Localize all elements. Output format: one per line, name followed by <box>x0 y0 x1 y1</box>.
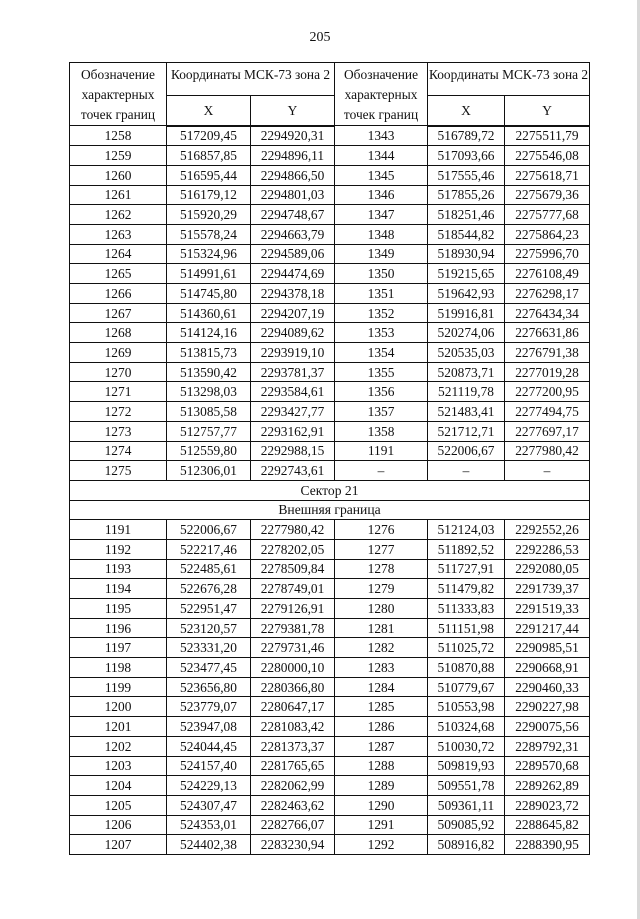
cell-y-left: 2282766,07 <box>251 815 335 835</box>
cell-y-right: 2275618,71 <box>505 165 590 185</box>
cell-point-right: 1191 <box>335 441 428 461</box>
cell-x-left: 517209,45 <box>167 126 251 146</box>
cell-point-right: 1350 <box>335 264 428 284</box>
cell-x-right: 521712,71 <box>428 421 505 441</box>
cell-x-left: 516179,12 <box>167 185 251 205</box>
cell-x-left: 514360,61 <box>167 303 251 323</box>
table-row <box>70 421 590 441</box>
cell-point-right: 1292 <box>335 835 428 855</box>
table-row <box>70 559 590 579</box>
cell-x-right: 520535,03 <box>428 343 505 363</box>
cell-y-right: 2290227,98 <box>505 697 590 717</box>
cell-point-left: 1274 <box>70 441 167 461</box>
table-row <box>70 205 590 225</box>
cell-x-right: 520274,06 <box>428 323 505 343</box>
cell-point-right: 1289 <box>335 776 428 796</box>
table-row <box>70 303 590 323</box>
cell-point-left: 1266 <box>70 284 167 304</box>
cell-y-right: 2291739,37 <box>505 579 590 599</box>
cell-point-left: 1206 <box>70 815 167 835</box>
cell-x-right: 511151,98 <box>428 618 505 638</box>
cell-point-right: 1290 <box>335 795 428 815</box>
cell-x-right: 509819,93 <box>428 756 505 776</box>
cell-y-left: 2279731,46 <box>251 638 335 658</box>
cell-x-left: 524353,01 <box>167 815 251 835</box>
cell-y-right: 2290460,33 <box>505 677 590 697</box>
header-coords-right: Координаты МСК-73 зона 2 <box>428 63 590 96</box>
cell-y-right: 2276791,38 <box>505 343 590 363</box>
cell-y-left: 2294866,50 <box>251 165 335 185</box>
cell-point-left: 1205 <box>70 795 167 815</box>
cell-x-left: 512306,01 <box>167 461 251 481</box>
cell-y-right: 2276434,34 <box>505 303 590 323</box>
cell-point-left: 1195 <box>70 599 167 619</box>
cell-y-left: 2294474,69 <box>251 264 335 284</box>
table-row <box>70 599 590 619</box>
cell-y-left: 2281765,65 <box>251 756 335 776</box>
cell-y-left: 2292988,15 <box>251 441 335 461</box>
cell-point-right: 1282 <box>335 638 428 658</box>
table-row <box>70 224 590 244</box>
cell-point-left: 1258 <box>70 126 167 146</box>
cell-point-left: 1196 <box>70 618 167 638</box>
cell-y-right: 2275996,70 <box>505 244 590 264</box>
cell-x-right: 518251,46 <box>428 205 505 225</box>
table-row <box>70 244 590 264</box>
cell-point-left: 1268 <box>70 323 167 343</box>
cell-x-right: 510030,72 <box>428 736 505 756</box>
cell-point-right: 1354 <box>335 343 428 363</box>
cell-x-right: 508916,82 <box>428 835 505 855</box>
cell-x-right: 519642,93 <box>428 284 505 304</box>
table-row <box>70 343 590 363</box>
cell-y-right: 2288645,82 <box>505 815 590 835</box>
cell-point-left: 1264 <box>70 244 167 264</box>
cell-y-left: 2294663,79 <box>251 224 335 244</box>
cell-x-right: 509085,92 <box>428 815 505 835</box>
cell-y-right: 2290985,51 <box>505 638 590 658</box>
cell-y-right: 2277200,95 <box>505 382 590 402</box>
cell-x-left: 522006,67 <box>167 520 251 540</box>
cell-y-right: 2277494,75 <box>505 402 590 422</box>
cell-x-left: 524157,40 <box>167 756 251 776</box>
cell-x-right: 511892,52 <box>428 539 505 559</box>
cell-x-left: 522217,46 <box>167 539 251 559</box>
cell-x-right: 517093,66 <box>428 146 505 166</box>
header-y-left: Y <box>251 96 335 126</box>
cell-y-right: 2276298,17 <box>505 284 590 304</box>
table-row <box>70 776 590 796</box>
cell-x-right: 512124,03 <box>428 520 505 540</box>
table-row <box>70 736 590 756</box>
cell-point-right: 1286 <box>335 717 428 737</box>
cell-x-left: 513298,03 <box>167 382 251 402</box>
cell-x-left: 514124,16 <box>167 323 251 343</box>
table-row <box>70 579 590 599</box>
cell-y-left: 2293427,77 <box>251 402 335 422</box>
cell-x-left: 513590,42 <box>167 362 251 382</box>
cell-x-left: 523120,57 <box>167 618 251 638</box>
cell-x-right: 510553,98 <box>428 697 505 717</box>
cell-point-right: 1276 <box>335 520 428 540</box>
cell-point-right: 1280 <box>335 599 428 619</box>
cell-x-right: 511333,83 <box>428 599 505 619</box>
table-row <box>70 441 590 461</box>
cell-point-left: 1269 <box>70 343 167 363</box>
cell-x-left: 514991,61 <box>167 264 251 284</box>
cell-point-left: 1191 <box>70 520 167 540</box>
cell-y-right: 2290075,56 <box>505 717 590 737</box>
cell-x-left: 514745,80 <box>167 284 251 304</box>
cell-point-left: 1267 <box>70 303 167 323</box>
table-row <box>70 815 590 835</box>
table-row <box>70 461 590 481</box>
boundary-title: Внешняя граница <box>70 500 590 520</box>
table-row <box>70 323 590 343</box>
cell-y-right: 2277980,42 <box>505 441 590 461</box>
table-row <box>70 146 590 166</box>
cell-x-right: 519916,81 <box>428 303 505 323</box>
cell-point-left: 1202 <box>70 736 167 756</box>
cell-point-left: 1200 <box>70 697 167 717</box>
cell-point-right: 1357 <box>335 402 428 422</box>
cell-point-left: 1201 <box>70 717 167 737</box>
cell-point-left: 1203 <box>70 756 167 776</box>
cell-y-left: 2280647,17 <box>251 697 335 717</box>
cell-point-left: 1270 <box>70 362 167 382</box>
cell-y-right: 2275511,79 <box>505 126 590 146</box>
cell-x-left: 515920,29 <box>167 205 251 225</box>
cell-point-right: 1351 <box>335 284 428 304</box>
cell-point-left: 1263 <box>70 224 167 244</box>
table-row <box>70 658 590 678</box>
table-header <box>70 63 590 126</box>
cell-y-left: 2279126,91 <box>251 599 335 619</box>
cell-y-left: 2283230,94 <box>251 835 335 855</box>
cell-x-right: 517555,46 <box>428 165 505 185</box>
cell-x-right: 522006,67 <box>428 441 505 461</box>
cell-y-right: 2291519,33 <box>505 599 590 619</box>
table-row <box>70 717 590 737</box>
cell-point-left: 1260 <box>70 165 167 185</box>
cell-x-left: 523947,08 <box>167 717 251 737</box>
table-row <box>70 284 590 304</box>
table-row <box>70 756 590 776</box>
cell-y-left: 2294801,03 <box>251 185 335 205</box>
cell-point-left: 1192 <box>70 539 167 559</box>
cell-y-right: 2292080,05 <box>505 559 590 579</box>
page-number: 205 <box>309 30 331 45</box>
cell-y-left: 2293919,10 <box>251 343 335 363</box>
cell-y-left: 2293584,61 <box>251 382 335 402</box>
cell-point-left: 1207 <box>70 835 167 855</box>
cell-point-right: 1291 <box>335 815 428 835</box>
cell-x-right: 510870,88 <box>428 658 505 678</box>
cell-x-left: 515578,24 <box>167 224 251 244</box>
cell-y-right: 2275777,68 <box>505 205 590 225</box>
cell-x-left: 522951,47 <box>167 599 251 619</box>
cell-y-left: 2293781,37 <box>251 362 335 382</box>
cell-y-right: 2292286,53 <box>505 539 590 559</box>
cell-y-right: 2290668,91 <box>505 658 590 678</box>
cell-x-left: 513085,58 <box>167 402 251 422</box>
cell-y-left: 2280366,80 <box>251 677 335 697</box>
cell-x-right: 516789,72 <box>428 126 505 146</box>
cell-x-left: 522676,28 <box>167 579 251 599</box>
cell-y-right: 2275864,23 <box>505 224 590 244</box>
cell-point-left: 1199 <box>70 677 167 697</box>
cell-y-left: 2294378,18 <box>251 284 335 304</box>
cell-point-right: 1284 <box>335 677 428 697</box>
cell-x-left: 513815,73 <box>167 343 251 363</box>
table-row <box>70 677 590 697</box>
table-row <box>70 539 590 559</box>
cell-y-right: 2275546,08 <box>505 146 590 166</box>
cell-x-left: 516857,85 <box>167 146 251 166</box>
cell-y-left: 2294207,19 <box>251 303 335 323</box>
cell-point-right: 1355 <box>335 362 428 382</box>
cell-y-left: 2294920,31 <box>251 126 335 146</box>
cell-x-right: 518930,94 <box>428 244 505 264</box>
header-y-right: Y <box>505 96 590 126</box>
cell-x-right: 511479,82 <box>428 579 505 599</box>
cell-point-left: 1194 <box>70 579 167 599</box>
cell-point-right: 1346 <box>335 185 428 205</box>
cell-point-right: 1287 <box>335 736 428 756</box>
cell-point-right: 1348 <box>335 224 428 244</box>
cell-y-left: 2292743,61 <box>251 461 335 481</box>
cell-x-left: 522485,61 <box>167 559 251 579</box>
cell-y-left: 2282062,99 <box>251 776 335 796</box>
cell-point-right: 1277 <box>335 539 428 559</box>
cell-y-right: 2277697,17 <box>505 421 590 441</box>
header-coords-left: Координаты МСК-73 зона 2 <box>167 63 335 96</box>
cell-x-left: 524229,13 <box>167 776 251 796</box>
cell-x-left: 523779,07 <box>167 697 251 717</box>
table-row <box>70 697 590 717</box>
cell-point-left: 1265 <box>70 264 167 284</box>
cell-x-left: 516595,44 <box>167 165 251 185</box>
cell-y-left: 2294589,06 <box>251 244 335 264</box>
cell-x-left: 524307,47 <box>167 795 251 815</box>
cell-x-right: 521119,78 <box>428 382 505 402</box>
cell-y-left: 2294748,67 <box>251 205 335 225</box>
cell-y-left: 2280000,10 <box>251 658 335 678</box>
table-row <box>70 835 590 855</box>
header-x-right: X <box>428 96 505 126</box>
table-row <box>70 165 590 185</box>
cell-y-right: 2276631,86 <box>505 323 590 343</box>
table-row <box>70 520 590 540</box>
cell-point-right: 1343 <box>335 126 428 146</box>
cell-point-left: 1198 <box>70 658 167 678</box>
cell-x-left: 523477,45 <box>167 658 251 678</box>
cell-point-right: 1358 <box>335 421 428 441</box>
cell-x-right: 510779,67 <box>428 677 505 697</box>
table-row <box>70 362 590 382</box>
cell-x-left: 524402,38 <box>167 835 251 855</box>
cell-y-left: 2281373,37 <box>251 736 335 756</box>
cell-y-right: 2276108,49 <box>505 264 590 284</box>
cell-y-right: 2291217,44 <box>505 618 590 638</box>
cell-point-right: 1356 <box>335 382 428 402</box>
cell-x-right: 511727,91 <box>428 559 505 579</box>
cell-y-right: 2289570,68 <box>505 756 590 776</box>
table-row <box>70 126 590 146</box>
cell-point-right: 1283 <box>335 658 428 678</box>
cell-x-right: 510324,68 <box>428 717 505 737</box>
cell-y-left: 2293162,91 <box>251 421 335 441</box>
cell-point-right: 1349 <box>335 244 428 264</box>
cell-y-right: 2289262,89 <box>505 776 590 796</box>
cell-point-left: 1193 <box>70 559 167 579</box>
cell-x-right: 517855,26 <box>428 185 505 205</box>
cell-y-left: 2278202,05 <box>251 539 335 559</box>
cell-y-right: 2277019,28 <box>505 362 590 382</box>
cell-point-right: 1347 <box>335 205 428 225</box>
sector-heading <box>70 480 590 519</box>
cell-point-left: 1197 <box>70 638 167 658</box>
cell-x-right: 521483,41 <box>428 402 505 422</box>
cell-y-left: 2294089,62 <box>251 323 335 343</box>
cell-point-right: 1345 <box>335 165 428 185</box>
cell-y-right: 2289792,31 <box>505 736 590 756</box>
header-x-left: X <box>167 96 251 126</box>
cell-y-left: 2294896,11 <box>251 146 335 166</box>
cell-point-left: 1259 <box>70 146 167 166</box>
cell-x-left: 523331,20 <box>167 638 251 658</box>
table-row <box>70 264 590 284</box>
cell-y-left: 2278749,01 <box>251 579 335 599</box>
cell-point-left: 1261 <box>70 185 167 205</box>
cell-y-left: 2282463,62 <box>251 795 335 815</box>
cell-x-left: 515324,96 <box>167 244 251 264</box>
cell-x-right: 520873,71 <box>428 362 505 382</box>
cell-point-right: 1344 <box>335 146 428 166</box>
cell-y-right: 2292552,26 <box>505 520 590 540</box>
coordinates-table <box>69 62 590 855</box>
cell-x-right: 511025,72 <box>428 638 505 658</box>
table-row <box>70 795 590 815</box>
cell-point-right: 1288 <box>335 756 428 776</box>
cell-point-right: 1279 <box>335 579 428 599</box>
table-row <box>70 638 590 658</box>
cell-point-right: 1281 <box>335 618 428 638</box>
table-row <box>70 382 590 402</box>
header-designation-right: Обозначение характерных точек границ <box>335 63 428 126</box>
cell-y-left: 2279381,78 <box>251 618 335 638</box>
cell-point-right: 1278 <box>335 559 428 579</box>
cell-y-right: 2289023,72 <box>505 795 590 815</box>
cell-x-left: 524044,45 <box>167 736 251 756</box>
cell-y-left: 2278509,84 <box>251 559 335 579</box>
header-designation-left: Обозначение характерных точек границ <box>70 63 167 126</box>
cell-x-right: 519215,65 <box>428 264 505 284</box>
cell-point-right: – <box>335 461 428 481</box>
cell-x-right: – <box>428 461 505 481</box>
table-row <box>70 402 590 422</box>
cell-x-right: 509361,11 <box>428 795 505 815</box>
cell-point-left: 1275 <box>70 461 167 481</box>
cell-y-left: 2277980,42 <box>251 520 335 540</box>
cell-point-left: 1204 <box>70 776 167 796</box>
table-row <box>70 618 590 638</box>
cell-point-right: 1285 <box>335 697 428 717</box>
rows-after-sector <box>70 520 590 855</box>
cell-x-left: 523656,80 <box>167 677 251 697</box>
cell-x-right: 509551,78 <box>428 776 505 796</box>
cell-x-left: 512757,77 <box>167 421 251 441</box>
cell-point-left: 1273 <box>70 421 167 441</box>
cell-y-left: 2281083,42 <box>251 717 335 737</box>
rows-before-sector <box>70 126 590 481</box>
cell-point-left: 1262 <box>70 205 167 225</box>
cell-y-right: 2288390,95 <box>505 835 590 855</box>
cell-point-right: 1352 <box>335 303 428 323</box>
cell-x-right: 518544,82 <box>428 224 505 244</box>
cell-y-right: – <box>505 461 590 481</box>
cell-x-left: 512559,80 <box>167 441 251 461</box>
cell-point-left: 1272 <box>70 402 167 422</box>
table-row <box>70 185 590 205</box>
cell-point-right: 1353 <box>335 323 428 343</box>
sector-title: Сектор 21 <box>70 480 590 500</box>
cell-y-right: 2275679,36 <box>505 185 590 205</box>
cell-point-left: 1271 <box>70 382 167 402</box>
